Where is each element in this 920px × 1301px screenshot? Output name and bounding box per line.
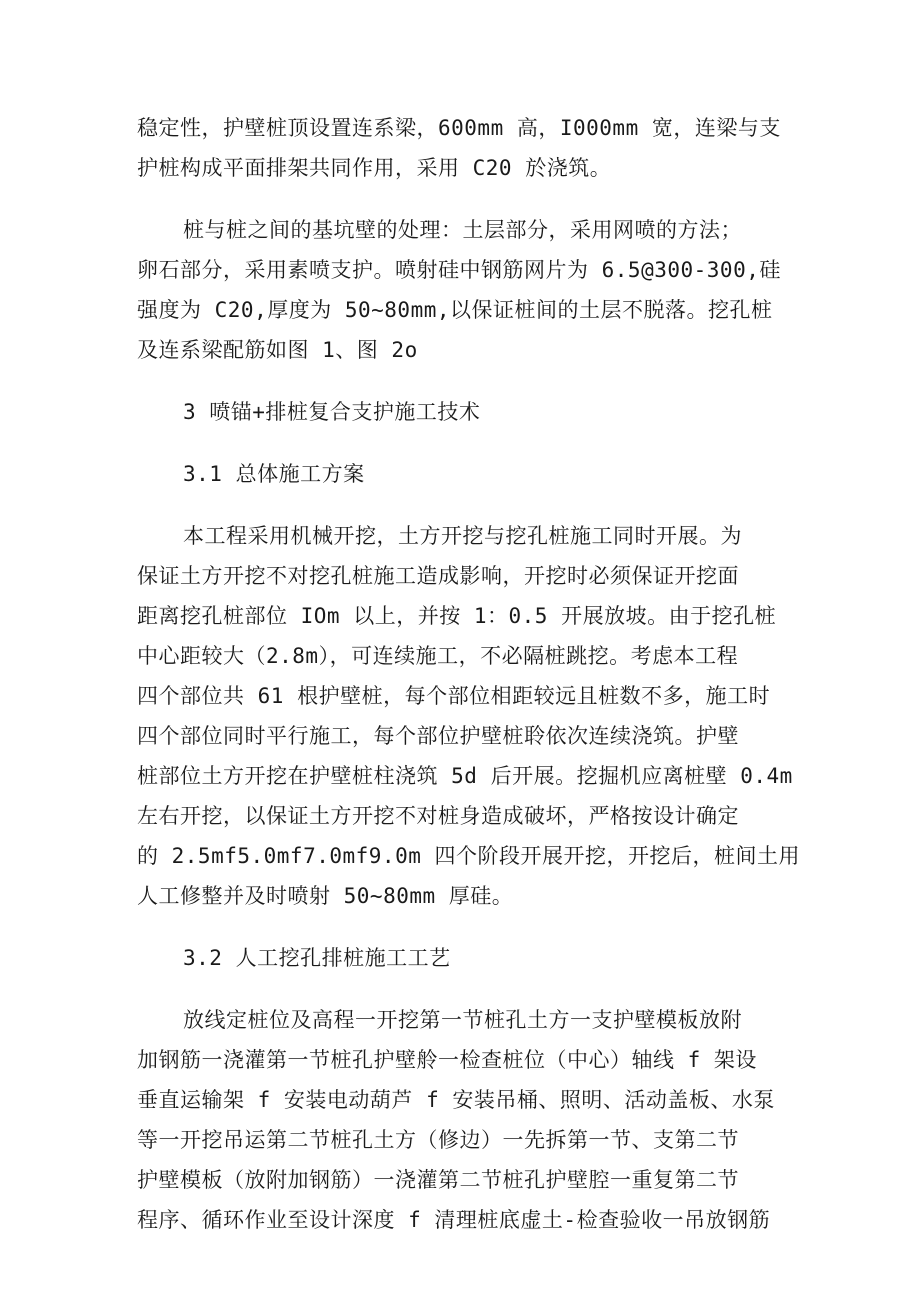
paragraph-overall-plan (137, 516, 801, 916)
text-line: 左右开挖，以保证土方开挖不对桩身造成破坏，严格按设计确定 (137, 804, 739, 828)
paragraph-process-flow (137, 1000, 797, 1240)
text-line: 本工程采用机械开挖，土方开挖与挖孔桩施工同时开展。为 (183, 524, 742, 548)
text-line: 四个部位共 61 根护壁桩，每个部位相距较远且桩数不多，施工时 (137, 684, 771, 708)
text-line: 及连系梁配筋如图 1、图 2o (137, 338, 418, 362)
text-line: 护桩构成平面排架共同作用，采用 C20 於浇筑。 (137, 156, 612, 180)
text-line: 垂直运输架 f 安装电动葫芦 f 安装吊桶、照明、活动盖板、水泵 (137, 1088, 775, 1112)
text-line: 距离挖孔桩部位 IOm 以上，并按 1：0.5 开展放坡。由于挖孔桩 (137, 604, 777, 628)
text-line: 四个部位同时平行施工，每个部位护壁桩聆依次连续浇筑。护壁 (137, 724, 739, 748)
text-line: 桩与桩之间的基坑壁的处理：土层部分，采用网喷的方法； (183, 218, 742, 242)
text-line: 等一开挖吊运第二节桩孔土方（修边）一先拆第一节、支第二节 (137, 1128, 739, 1152)
heading-text: 3.2 人工挖孔排桩施工工艺 (183, 946, 451, 970)
text-line: 桩部位土方开挖在护壁桩柱浇筑 5d 后开展。挖掘机应离桩壁 0.4m (137, 764, 793, 788)
text-line: 程序、循环作业至设计深度 f 清理桩底虚土-检查验收一吊放钢筋 (137, 1208, 771, 1232)
heading-text: 3.1 总体施工方案 (183, 462, 365, 486)
section-heading-3-1 (137, 454, 797, 494)
section-heading-3 (137, 392, 797, 432)
text-line: 稳定性，护壁桩顶设置连系梁，600mm 高，I000mm 宽，连梁与支 (137, 116, 781, 140)
section-heading-3-2 (137, 938, 797, 978)
text-line: 保证土方开挖不对挖孔桩施工造成影响，开挖时必须保证开挖面 (137, 564, 739, 588)
text-line: 护壁模板（放附加钢筋）一浇灌第二节桩孔护壁腔一重复第二节 (137, 1168, 739, 1192)
text-line: 卵石部分，采用素喷支护。喷射硅中钢筋网片为 6.5@300-300,硅 (137, 258, 781, 282)
text-line: 加钢筋一浇灌第一节桩孔护壁舲一检查桩位（中心）轴线 f 架设 (137, 1048, 757, 1072)
heading-text: 3 喷锚+排桩复合支护施工技术 (183, 400, 481, 424)
text-line: 强度为 C20,厚度为 50~80mm,以保证桩间的土层不脱落。挖孔桩 (137, 298, 773, 322)
text-line: 的 2.5mf5.0mf7.0mf9.0m 四个阶段开展开挖，开挖后，桩间土用 (137, 844, 801, 868)
text-line: 放线定桩位及高程一开挖第一节桩孔土方一支护壁模板放附 (183, 1008, 742, 1032)
document-page (137, 108, 801, 1262)
text-line: 中心距较大（2.8m），可连续施工，不必隔桩跳挖。考虑本工程 (137, 644, 739, 668)
paragraph-pile-wall-treatment (137, 210, 797, 370)
paragraph-top-beam (137, 108, 797, 188)
text-line: 人工修整并及时喷射 50~80mm 厚硅。 (137, 884, 514, 908)
